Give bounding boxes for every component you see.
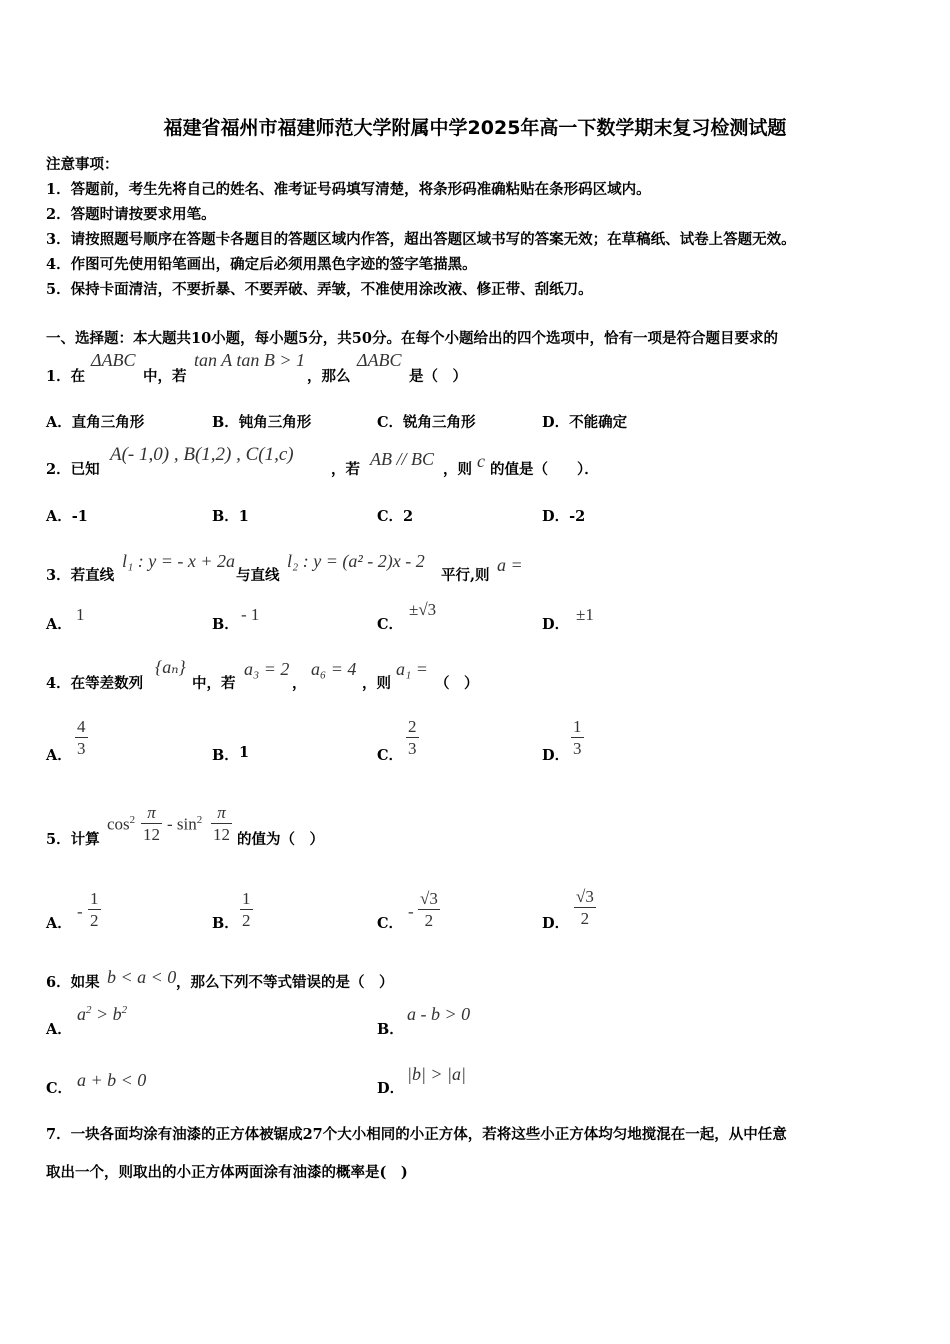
q2-text: 的值是（ ）． — [490, 461, 599, 478]
option-d: D． — [542, 915, 570, 932]
option-b: B． — [212, 747, 239, 764]
option-c-value: a + b < 0 — [77, 1070, 147, 1090]
q2-math-points: A(- 1,0) , B(1,2) , C(1,c) — [110, 444, 294, 465]
option-a: A．直角三角形 — [46, 414, 145, 431]
q2-text: ，则 — [443, 461, 472, 478]
option-c-sign: - — [408, 902, 414, 921]
numerator: 4 — [77, 717, 86, 736]
option-d-fraction: √3 2 — [576, 887, 594, 928]
option-d: D． — [377, 1080, 405, 1097]
option-b: B．钝角三角形 — [212, 414, 312, 431]
option-c: C．锐角三角形 — [377, 414, 476, 431]
denominator: 3 — [77, 739, 86, 758]
q1-stem-start: 1．在 — [46, 368, 86, 385]
q4-stem-start: 4．在等差数列 — [46, 675, 144, 692]
q4-math-a3: a₃ = 2 — [244, 659, 290, 679]
q5-math-minus-sin: - $\sin^2$ — [167, 814, 203, 834]
option-a: A．-1 — [46, 508, 88, 525]
option-a: A． — [46, 747, 72, 764]
q4-text: ，则 — [362, 675, 391, 692]
option-b-value: 1 — [239, 744, 250, 761]
q3-text: 与直线 — [236, 567, 280, 584]
q1-math-triangle: ΔABC — [357, 350, 402, 370]
q1-text: 是（ ） — [409, 368, 467, 385]
option-c-fraction: 2 3 — [408, 717, 417, 758]
q4-text: 中，若 — [192, 675, 236, 692]
option-d: D．不能确定 — [542, 414, 628, 431]
q2-math-parallel: AB // BC — [370, 449, 434, 469]
q3-math-a: a = — [497, 555, 523, 575]
q2-stem-start: 2．已知 — [46, 461, 100, 478]
q4-text: ， — [292, 675, 307, 692]
page-title: 福建省福州市福建师范大学附属中学2025年高一下数学期末复习检测试题 — [163, 117, 787, 139]
q5-math-frac: π 12 — [213, 803, 230, 844]
q5-text: 的值为（ ） — [237, 831, 324, 848]
option-c: C．2 — [377, 508, 414, 525]
q3-math-line2: l₂ : y = (a² - 2)x - 2 — [287, 551, 425, 571]
option-a: A． — [46, 915, 72, 932]
option-a: A． — [46, 1021, 72, 1038]
q4-math-a1: a₁ = — [396, 659, 428, 679]
q2-text: ，若 — [331, 461, 360, 478]
option-a: A． — [46, 616, 72, 633]
q4-math-a6: a₆ = 4 — [311, 659, 357, 679]
question-7-line1: 7．一块各面均涂有油漆的正方体被锯成27个大小相同的小正方体，若将这些小正方体均匀地搅混在一起，从中任意 — [46, 1126, 787, 1143]
q4-math-seq: {aₙ} — [155, 657, 186, 677]
option-d: D． — [542, 747, 570, 764]
notice-heading: 注意事项： — [46, 156, 119, 173]
notice-item: 3．请按照题号顺序在答题卡各题目的答题区域内作答，超出答题区域书写的答案无效；在草稿纸、试卷上答题无效。 — [46, 231, 796, 248]
q2-math-c: c — [477, 451, 485, 471]
option-a-value: $a^2 > b^2$ — [77, 1004, 128, 1024]
option-b: B． — [212, 616, 239, 633]
q1-text: 中，若 — [143, 368, 187, 385]
option-a-value: 1 — [76, 605, 85, 624]
option-c-value: ±√3 — [409, 600, 437, 619]
option-b-value: a - b > 0 — [407, 1004, 471, 1024]
option-c: C． — [46, 1080, 73, 1097]
question-7-line2: 取出一个，则取出的小正方体两面涂有油漆的概率是( ) — [46, 1164, 408, 1181]
q1-text: ，那么 — [307, 368, 351, 385]
option-b: B． — [377, 1021, 404, 1038]
option-d-fraction: 1 3 — [573, 717, 582, 758]
option-d-value: |b| > |a| — [407, 1064, 466, 1084]
notice-item: 2．答题时请按要求用笔。 — [46, 206, 216, 223]
q6-text: ，那么下列不等式错误的是（ ） — [176, 974, 394, 991]
option-d: D．-2 — [542, 508, 586, 525]
q6-stem-start: 6．如果 — [46, 974, 100, 991]
option-b-fraction: 1 2 — [242, 889, 251, 930]
q6-math-condition: b < a < 0 — [107, 967, 177, 987]
q5-stem-start: 5．计算 — [46, 831, 100, 848]
q5-math-frac: π 12 — [143, 803, 160, 844]
q1-math-condition: tan A tan B > 1 — [194, 350, 305, 370]
option-c: C． — [377, 616, 404, 633]
q5-math-cos: $\cos^2$ — [107, 814, 136, 834]
option-c: C． — [377, 747, 404, 764]
notice-item: 5．保持卡面清洁，不要折暴、不要弄破、弄皱，不准使用涂改液、修正带、刮纸刀。 — [46, 281, 593, 298]
option-c: C． — [377, 915, 404, 932]
notice-item: 4．作图可先使用铅笔画出，确定后必须用黑色字迹的签字笔描黑。 — [46, 256, 477, 273]
option-b: B． — [212, 915, 239, 932]
option-d: D． — [542, 616, 570, 633]
option-c-fraction: √3 2 — [420, 889, 438, 930]
q3-math-line1: l₁ : y = - x + 2a — [122, 551, 236, 571]
notice-item: 1．答题前，考生先将自己的姓名、准考证号码填写清楚，将条形码准确粘贴在条形码区域内。 — [46, 181, 651, 198]
option-d-value: ±1 — [576, 605, 594, 624]
q3-stem-start: 3．若直线 — [46, 567, 115, 584]
q4-text: （ ） — [435, 675, 479, 692]
option-b-value: - 1 — [241, 605, 260, 624]
q1-math-triangle: ΔABC — [91, 350, 136, 370]
section-heading: 一、选择题：本大题共10小题，每小题5分，共50分。在每个小题给出的四个选项中，恰有一项是符合题目要求的 — [46, 330, 778, 347]
q3-text: 平行,则 — [441, 567, 490, 584]
option-a-fraction — [75, 717, 88, 758]
option-b: B．1 — [212, 508, 249, 525]
option-a-fraction: 1 2 — [90, 889, 99, 930]
option-a-sign: - — [77, 902, 83, 921]
